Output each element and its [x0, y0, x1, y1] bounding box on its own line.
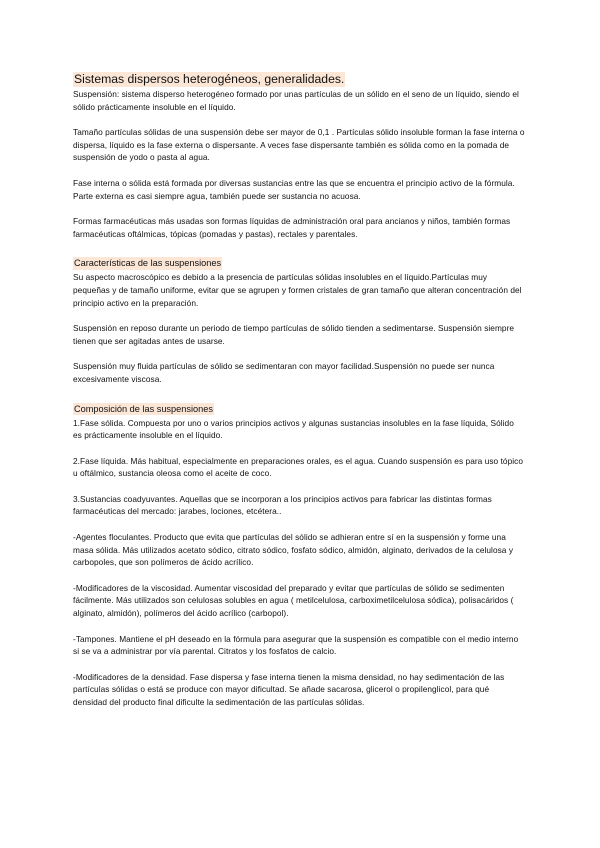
paragraph-sedimentation: Suspensión en reposo durante un periodo de tiempo partículas de sólido tienden a sedimentarse. Suspensión siempre tienen que ser agitadas antes de usarse. [73, 323, 515, 346]
document-content [73, 70, 525, 709]
section-heading-composition: Composición de las suspensiones [74, 403, 213, 414]
paragraph-suspension-definition: Suspensión: sistema disperso heterogéneo formado por unas partículas de un sólido en el seno de un líquido, siendo el sólido prácticamente insoluble en el líquido. [73, 89, 519, 112]
paragraph-density-modifiers: -Modificadores de la densidad. Fase dispersa y fase interna tienen la misma densidad, no hay sedimentación de las partículas sólidas o está se produce con mayor dificultad. Se añade sacarosa, glicerol o propilenglicol, para qué densidad del producto final dificulte la sedimentación de las partículas sólidas. [73, 671, 505, 707]
paragraph-macroscopic-aspect: Su aspecto macroscópico es debido a la presencia de partículas sólidas insolubles en el líquido.Partículas muy pequeñas y de tamaño uniforme, evitar que se agrupen y formen cristales de gran tamaño que alteran concentración del principio activo en la preparación. [73, 272, 522, 308]
page-title: Sistemas dispersos heterogéneos, generalidades. [74, 72, 345, 86]
paragraph-dosage-forms: Formas farmacéuticas más usadas son formas líquidas de administración oral para ancianos y niños, también formas farmacéuticas oftálmicas, tópicas (pomadas y pastas), rectales y parentales. [73, 216, 511, 239]
paragraph-viscosity: Suspensión muy fluida partículas de sólido se sedimentaran con mayor facilidad.Suspensión no puede ser nunca excesivamente viscosa. [73, 361, 495, 384]
paragraph-buffers: -Tampones. Mantiene el pH deseado en la fórmula para asegurar que la suspensión es compatible con el medio interno si se va a administrar por vía parental. Citratos y los fosfatos de calcio. [73, 633, 519, 657]
paragraph-flocculating-agents: -Agentes floculantes. Producto que evita que partículas del sólido se adhieran entre sí en la suspensión y forme una masa sólida. Más utilizados acetato sódico, citrato sódico, fosfato sódico, almidón, alginato, derivados de la celulosa y carbopoles, que son polímeros de ácido acrílico. [73, 532, 514, 568]
paragraph-coadjuvants: 3.Sustancias coadyuvantes. Aquellas que se incorporan a los principios activos para fabricar las distintas formas farmacéuticas del mercado: jarabes, lociones, etcétera.. [73, 493, 492, 517]
section-heading-characteristics: Características de las suspensiones [74, 258, 222, 269]
paragraph-liquid-phase: 2.Fase líquida. Más habitual, especialmente en preparaciones orales, es el agua. Cuando suspensión es para uso tópico u oftálmico, sustancia oleosa como el aceite de coco. [73, 455, 524, 479]
paragraph-viscosity-modifiers: -Modificadores de la viscosidad. Aumentar viscosidad del preparado y evitar que partículas de sólido se sedimenten fácilmente. Más utilizados son celulosas solubles en agua ( metilcelulosa, carboximetilcelulosa sódica), polisacáridos ( alginato, almidón), polímeros del ácido acrílico (carbopol). [73, 582, 514, 619]
paragraph-particle-size: Tamaño partículas sólidas de una suspensión debe ser mayor de 0,1 . Partículas sólido insoluble forman la fase interna o dispersa, líquido es la fase externa o dispersante. A veces fase dispersante también es sólida como en la pomada de suspensión de yodo o pasta al agua. [73, 127, 525, 163]
paragraph-internal-phase: Fase interna o sólida está formada por diversas sustancias entre las que se encuentra el principio activo de la fórmula. Parte externa es casi siempre agua, también puede ser sustancia no acuosa. [73, 177, 515, 201]
paragraph-solid-phase: 1.Fase sólida. Compuesta por uno o varios principios activos y algunas sustancias insolubles en la fase líquida, Sólido es prácticamente insoluble en el líquido. [73, 417, 514, 441]
